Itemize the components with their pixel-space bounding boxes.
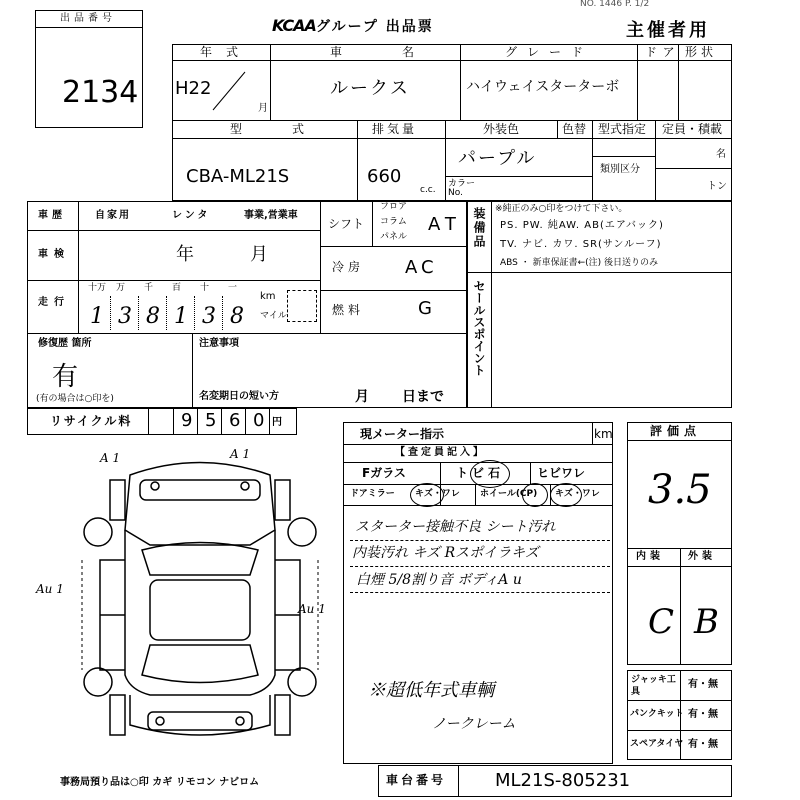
history-rental: レンタ [172,210,211,221]
recycle-yen-unit: 円 [272,417,282,428]
form-title: グループ 出品票 [316,19,434,35]
km-unit: km [260,291,276,302]
recycle-fee-label: リサイクル料 [50,414,133,428]
fuel-value: G [418,298,432,319]
fuel-label: 燃料 [332,303,365,317]
equipment-line-3: ABS ・ 新車保証書←(注) 後日送りのみ [500,258,659,268]
repair-history-label: 修復歴 箇所 [38,338,92,349]
inspection-month-unit: 月 [250,244,268,265]
type-spec-label: 型式指定 [598,122,647,136]
chip-circle-mark [470,460,510,488]
chassis-number-label: 車台番号 [386,773,447,787]
slash-mark [205,68,255,113]
lot-number-label: 出品番号 [60,13,116,24]
appraiser-note-3: 白煙 5/8割り音 ボディA u [356,572,522,588]
interior-label: 内装 [636,551,664,562]
wheel-damage-label: キズ・ワレ [555,489,600,499]
equipment-line-1: PS. PW. 純AW. AB(エアバック) [500,220,664,231]
equipment-label: 装備品 [472,207,486,249]
diagram-mark-left: Au 1 [36,582,64,596]
displacement: 660 [367,166,402,187]
chassis-number: ML21S-805231 [495,770,631,791]
mileage-digit: 1 [174,304,188,329]
score-label: 評価点 [650,424,702,438]
brand-logo: KCAA [272,16,316,35]
sheet-number: NO. 1446 P. 1/2 [580,0,650,9]
mile-unit: マイル [260,311,287,321]
lot-number: 2134 [62,75,139,110]
model-code-label: 型式 [230,122,355,136]
recycle-digit: 5 [205,410,217,431]
chip-label: トビ石 [456,466,505,480]
mileage-digit: 1 [90,304,104,329]
meter-unit: km [594,427,613,441]
history-business: 事業,営業車 [244,210,298,221]
month-unit: 月 [258,103,268,114]
wheel-label: ホイール(CP) [480,489,538,499]
km-check-box [287,290,317,322]
inspection-year-unit: 年 [176,244,194,265]
jack-tools-label: ジャッキ工具 [631,675,676,697]
model-year: H22 [175,78,212,99]
car-name: ルークス [330,78,410,99]
diagram-mark-top-right: A 1 [230,447,251,461]
deadline-label: 名変期日の短い方 [199,391,279,402]
mileage-digit-label: 万 [116,283,126,293]
shape-label: 形状 [685,45,718,59]
notes-label: 注意事項 [199,338,239,349]
appraiser-title: 【査定員記入】 [395,447,486,458]
mirror-circle-mark [410,483,444,507]
category-label: 類別区分 [600,164,640,175]
color-number-label: カラーNo. [448,179,476,198]
shift-label: シフト [328,217,365,231]
equipment-note: ※純正のみ○印をつけて下さい。 [495,204,628,214]
interior-grade: C [648,602,675,642]
repair-history-value: 有 [52,362,79,392]
car-damage-diagram [70,447,330,750]
cc-unit: c.c. [420,185,436,195]
model-code: CBA-ML21S [186,166,290,187]
grade-value: ハイウェイスターターボ [466,79,620,95]
ton-unit: トン [707,181,727,192]
spare-tire-choice: 有・無 [688,739,718,750]
mileage-digit-label: 十 [200,283,210,293]
door-mirror-label: ドアミラー [350,489,395,499]
wheel-damage-circle-mark [550,483,582,507]
displacement-label: 排気量 [372,122,418,136]
mileage-digit-label: 千 [144,283,154,293]
year-label: 年式 [200,45,253,59]
mirror-damage-label: キズ・ワレ [415,489,460,499]
capacity-label: 定員・積載 [662,122,723,136]
appraiser-note-2: 内装汚れ キズ Rスポイラキズ [352,545,539,561]
recycle-digit: 6 [229,410,241,431]
exterior-color-label: 外装色 [483,122,520,136]
deadline-day: 日まで [402,389,444,405]
appraiser-note-5: ノークレーム [432,716,516,732]
exterior-grade: B [694,602,719,642]
spare-tire-label: スペアタイヤ [630,739,684,749]
exterior-label: 外装 [688,551,716,562]
appraiser-note-4: ※超低年式車輌 [368,680,494,701]
exterior-color: パープル [458,148,537,169]
puncture-kit-label: パンクキット [630,709,684,719]
mileage-digit: 8 [146,304,160,329]
shift-panel: パネル [380,232,408,242]
vehicle-history-label: 車歴 [38,210,66,221]
shift-value: AT [428,214,462,235]
ac-value: AC [405,257,438,278]
repair-note: (有の場合は○印を) [36,394,114,404]
organizer-copy: 主催者用 [626,20,710,41]
meter-label: 現メーター指示 [360,427,445,441]
mileage-digit-label: 一 [228,283,238,293]
sales-point-label: セールスポイント [472,280,486,376]
shift-column: コラム [380,217,407,227]
wheel-circle-mark [522,483,548,507]
shift-floor: フロア [380,202,408,212]
deadline-month: 月 [355,389,369,405]
recycle-digit: 0 [253,410,265,431]
equipment-block [467,201,732,408]
mileage-digit-label: 百 [172,283,182,293]
mileage-digit-label: 十万 [88,283,107,293]
color-change-label: 色替 [562,122,587,136]
history-private: 自家用 [95,210,131,221]
jack-tools-choice: 有・無 [688,679,718,690]
mileage-digit: 3 [202,304,216,329]
persons-unit: 名 [716,149,726,160]
recycle-digit: 9 [181,410,193,431]
diagram-mark-top-left: A 1 [100,451,121,465]
mileage-digit: 8 [230,304,244,329]
ac-label: 冷房 [332,260,365,274]
doors-label: ドア [645,45,681,59]
mileage-label: 走行 [38,297,70,308]
score-value: 3.5 [648,467,712,513]
grade-label: グレード [505,45,594,59]
equipment-line-2: TV. ナビ. カワ. SR(サンルーフ) [500,239,662,250]
crack-label: ヒビワレ [537,466,586,480]
inspection-label: 車検 [38,249,70,260]
mileage-digit: 3 [118,304,132,329]
diagram-mark-right: Au 1 [298,602,326,616]
car-name-label: 車名 [330,45,475,59]
appraiser-note-1: スターター接触不良 シート汚れ [355,519,556,535]
f-glass-label: Fガラス [362,466,406,480]
office-note: 事務局預り品は○印 カギ リモコン ナビロム [60,777,260,788]
puncture-kit-choice: 有・無 [688,709,718,720]
